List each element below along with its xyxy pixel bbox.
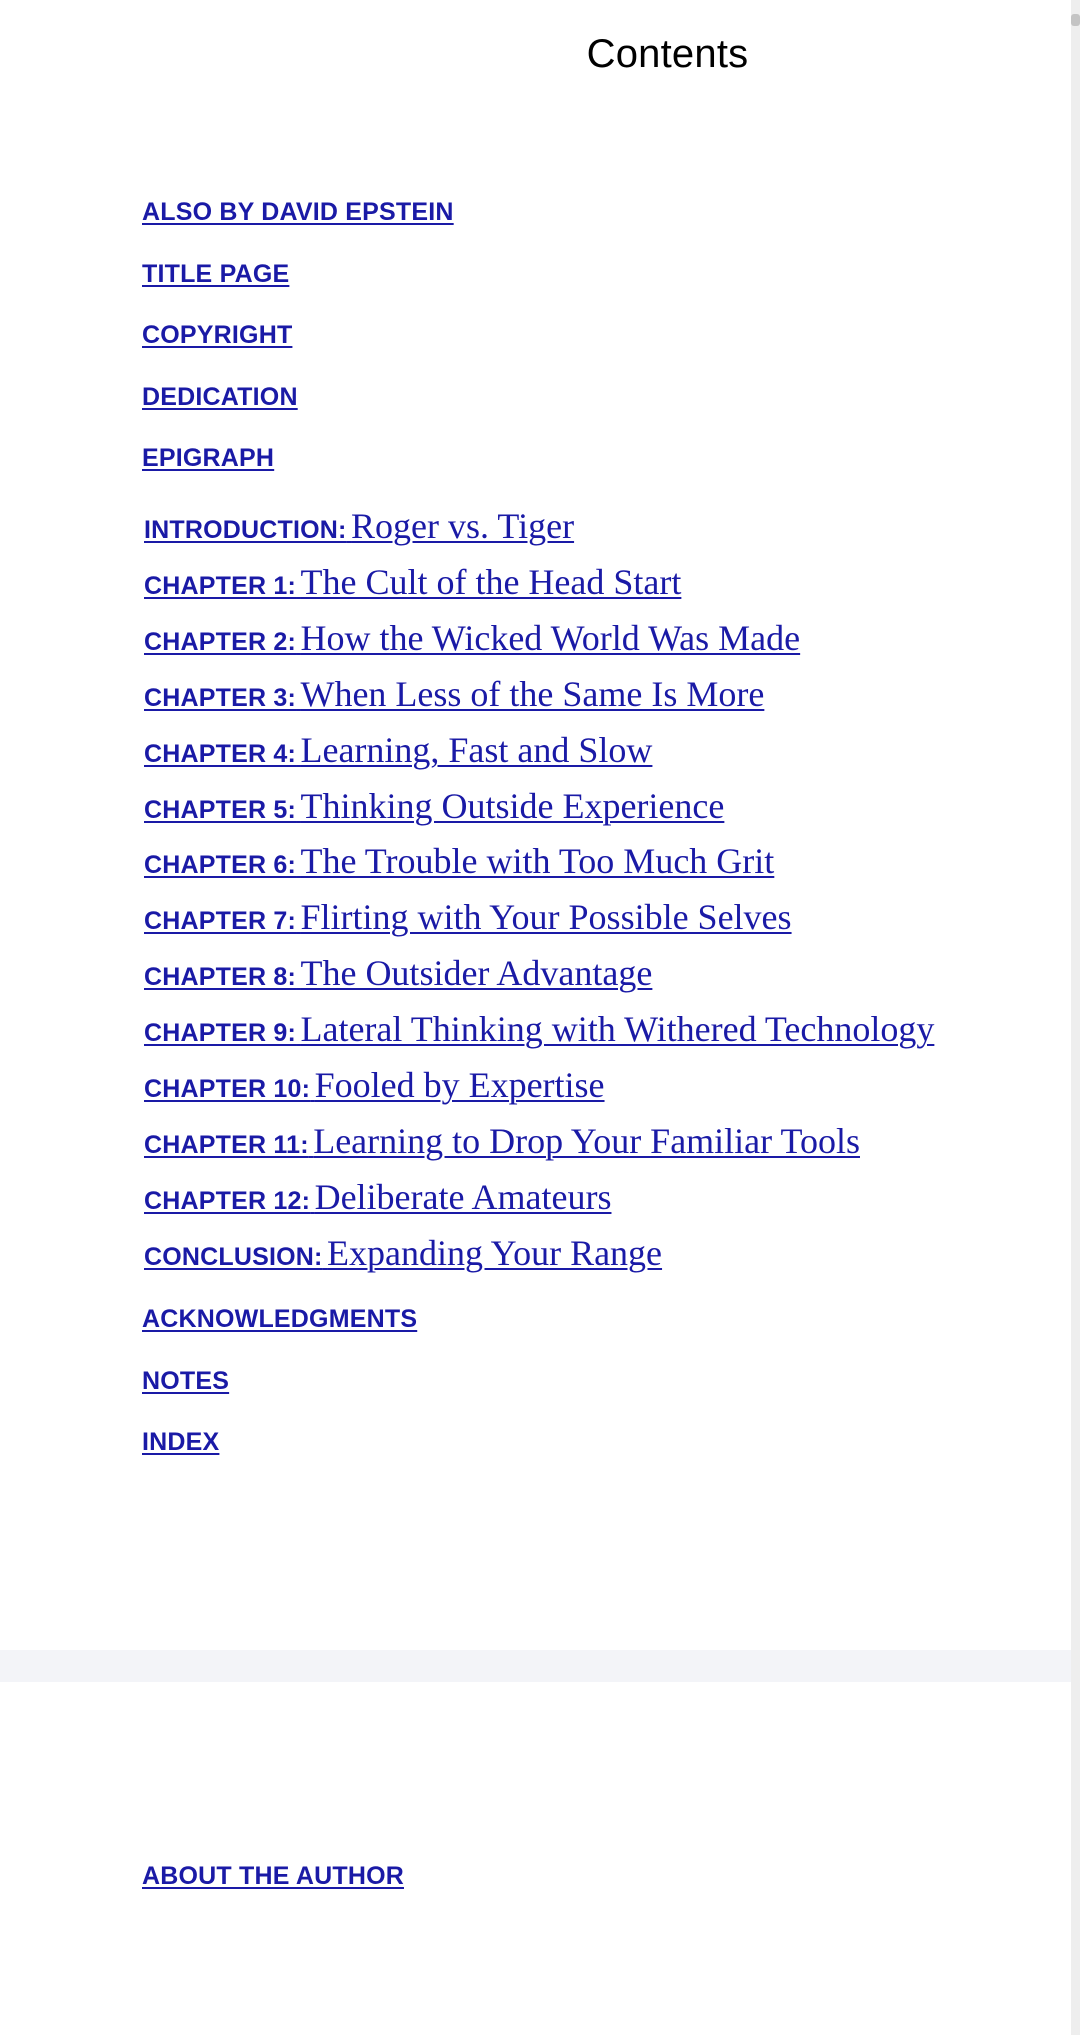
chapter-label: CHAPTER 6: [144,851,297,879]
chapter-label: CONCLUSION: [144,1243,323,1271]
toc-link-epigraph[interactable]: EPIGRAPH [142,444,275,472]
toc-link-chapter-11[interactable] [144,1120,860,1162]
toc-link-chapter-5[interactable] [144,785,724,827]
chapter-label: CHAPTER 9: [144,1019,297,1047]
toc-link-chapter-6[interactable] [144,840,774,882]
chapter-title: Deliberate Amateurs [314,1177,612,1217]
chapter-label: INTRODUCTION: [144,516,347,544]
chapter-title: Learning, Fast and Slow [300,730,653,770]
toc-link-chapter-2[interactable] [144,617,800,659]
chapter-title: The Trouble with Too Much Grit [300,841,775,881]
toc-link-conclusion[interactable] [144,1232,662,1274]
scrollbar[interactable] [1071,0,1080,2035]
chapter-label: CHAPTER 3: [144,684,297,712]
toc-link-introduction[interactable] [144,505,574,547]
chapter-label: CHAPTER 1: [144,572,297,600]
toc-link-acknowledgments[interactable]: ACKNOWLEDGMENTS [142,1305,418,1333]
chapter-label: CHAPTER 10: [144,1075,311,1103]
toc-link-chapter-10[interactable] [144,1064,605,1106]
page-separator [0,1650,1071,1682]
toc-link-chapter-3[interactable] [144,673,764,715]
chapter-label: CHAPTER 8: [144,963,297,991]
toc-link-dedication[interactable]: DEDICATION [142,383,298,411]
toc-link-chapter-9[interactable] [144,1008,934,1050]
chapter-title: When Less of the Same Is More [300,674,765,714]
toc-link-about-the-author[interactable]: ABOUT THE AUTHOR [142,1862,404,1890]
chapter-title: Lateral Thinking with Withered Technology [300,1009,935,1049]
chapter-title: The Outsider Advantage [300,953,653,993]
chapter-title: Roger vs. Tiger [351,506,575,546]
chapter-label: CHAPTER 4: [144,740,297,768]
chapter-label: CHAPTER 12: [144,1187,311,1215]
chapter-label: CHAPTER 2: [144,628,297,656]
page-title: Contents [586,32,749,76]
chapter-title: Fooled by Expertise [314,1065,605,1105]
chapter-title: Learning to Drop Your Familiar Tools [313,1121,860,1161]
toc-link-notes[interactable]: NOTES [142,1367,230,1395]
scrollbar-thumb[interactable] [1071,14,1080,26]
chapter-title: The Cult of the Head Start [300,562,682,602]
chapter-title: Flirting with Your Possible Selves [300,897,792,937]
toc-link-title-page[interactable]: TITLE PAGE [142,260,290,288]
chapter-title: Expanding Your Range [327,1233,663,1273]
toc-link-index[interactable]: INDEX [142,1428,220,1456]
chapter-title: Thinking Outside Experience [300,786,725,826]
toc-link-chapter-12[interactable] [144,1176,611,1218]
toc-link-copyright[interactable]: COPYRIGHT [142,321,293,349]
toc-link-chapter-4[interactable] [144,729,652,771]
chapter-label: CHAPTER 7: [144,907,297,935]
next-page [0,1682,1071,2035]
chapter-label: CHAPTER 11: [144,1131,309,1159]
chapter-label: CHAPTER 5: [144,796,297,824]
toc-link-chapter-7[interactable] [144,896,792,938]
toc-link-chapter-8[interactable] [144,952,652,994]
chapter-title: How the Wicked World Was Made [300,618,801,658]
toc-link-chapter-1[interactable] [144,561,681,603]
toc-link-also-by[interactable]: ALSO BY DAVID EPSTEIN [142,198,454,226]
